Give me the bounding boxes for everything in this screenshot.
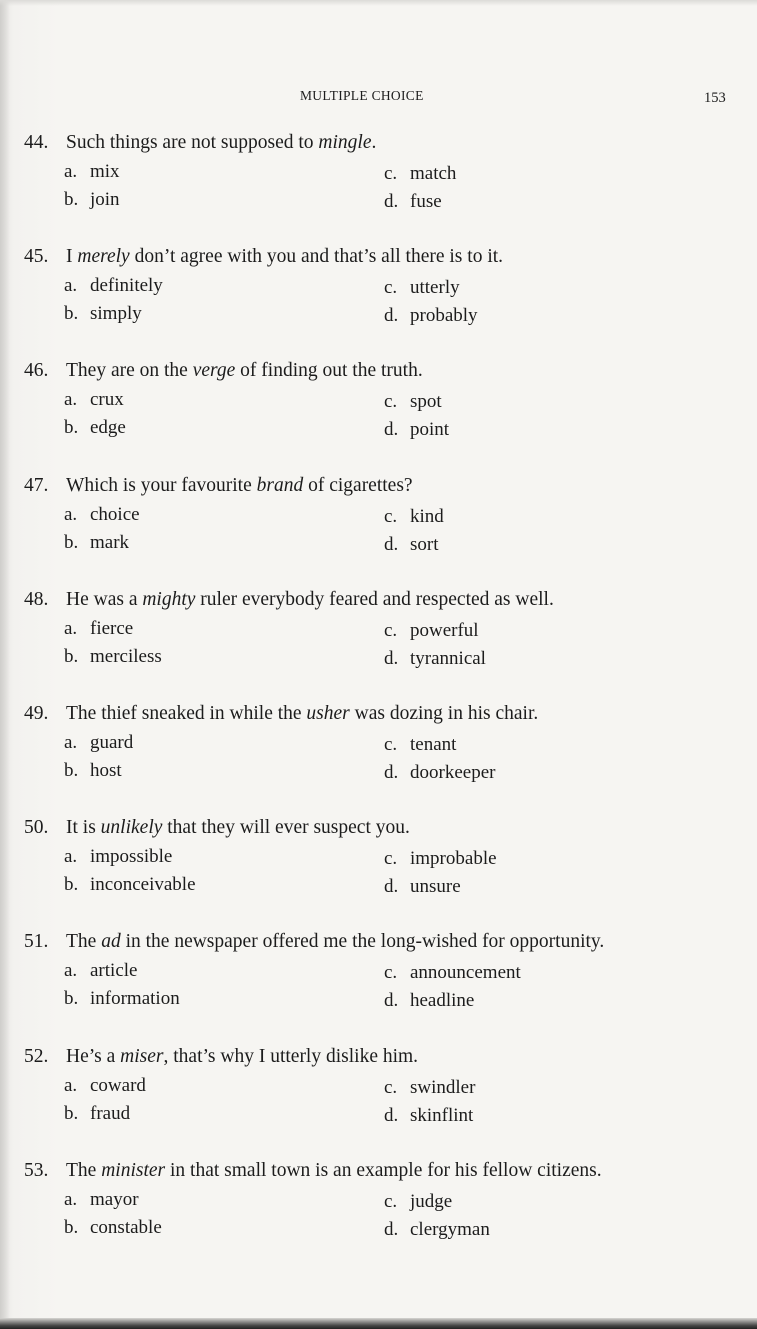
question-53 (24, 1159, 744, 1273)
option-c: c. announcement (384, 962, 521, 984)
option-text: host (90, 759, 122, 781)
option-text: coward (90, 1074, 146, 1096)
option-text: powerful (410, 619, 479, 641)
target-word: mighty (142, 588, 196, 610)
question-52 (24, 1045, 744, 1159)
question-stem (24, 245, 503, 269)
stem-text-after: ruler everybody feared and respected as well. (195, 588, 554, 610)
question-number: 47. (24, 474, 49, 496)
option-text: fuse (410, 191, 442, 212)
option-text: edge (90, 417, 126, 439)
option-c: c. kind (384, 505, 444, 527)
stem-text-before: They are on the (66, 360, 193, 382)
option-text: improbable (410, 848, 497, 870)
option-text: fraud (90, 1102, 131, 1124)
page-number: 153 (704, 90, 726, 106)
option-text: definitely (90, 275, 163, 297)
option-c: c. utterly (384, 277, 460, 299)
question-stem (24, 1045, 418, 1069)
option-text: information (90, 988, 180, 1010)
option-text: unsure (410, 876, 461, 898)
option-text: constable (90, 1216, 162, 1238)
option-b: b. host (64, 759, 122, 781)
spine-shadow (0, 0, 10, 1329)
option-a: a. impossible (64, 846, 173, 868)
stem-text-after: in the newspaper offered me the long-wished for opportunity. (120, 931, 605, 953)
stem-text-after: of finding out the truth. (235, 360, 423, 382)
target-word: unlikely (100, 817, 163, 839)
option-a: a. fierce (64, 617, 134, 639)
option-text: crux (90, 389, 124, 411)
stem-text-before: Which is your favourite (66, 474, 257, 496)
option-text: choice (90, 503, 140, 525)
stem-text-after: . (371, 132, 377, 153)
option-text: article (90, 960, 138, 982)
option-b: b. fraud (64, 1102, 131, 1124)
option-text: judge (410, 1190, 453, 1212)
option-b: b. join (64, 189, 120, 210)
option-text: kind (410, 505, 444, 527)
question-stem (24, 588, 554, 612)
stem-text-before: The (66, 1159, 102, 1181)
question-stem (24, 702, 538, 726)
option-b: b. inconceivable (64, 874, 196, 896)
option-text: tyrannical (410, 647, 486, 669)
option-text: join (90, 189, 120, 210)
target-word: mingle (318, 132, 372, 153)
option-text: guard (90, 731, 134, 753)
question-stem (24, 359, 423, 383)
option-d: d. unsure (384, 876, 461, 898)
option-text: fierce (90, 617, 134, 639)
running-head: MULTIPLE CHOICE (300, 88, 424, 103)
target-word: verge (192, 360, 236, 382)
option-c: c. spot (384, 391, 442, 413)
target-word: brand (256, 474, 304, 496)
option-a: a. choice (64, 503, 140, 525)
target-word: usher (306, 702, 350, 724)
option-text: simply (90, 303, 142, 325)
option-b: b. mark (64, 531, 130, 553)
question-51 (24, 930, 744, 1044)
stem-text-before: I (66, 246, 78, 268)
option-d: d. clergyman (384, 1218, 490, 1240)
option-d: d. point (384, 419, 450, 441)
question-46 (24, 359, 744, 473)
stem-text-after: that they will ever suspect you. (162, 817, 410, 839)
question-50 (24, 816, 744, 930)
question-number: 52. (24, 1045, 49, 1067)
stem-text-before: Such things are not supposed to (66, 132, 319, 153)
option-text: announcement (410, 962, 521, 984)
target-word: merely (77, 246, 130, 268)
target-word: miser (120, 1045, 164, 1067)
option-d: d. fuse (384, 191, 442, 212)
question-list (24, 131, 744, 1273)
option-text: mayor (90, 1188, 139, 1210)
stem-text-before: It is (66, 817, 101, 839)
stem-text-after: in that small town is an example for his fellow citizens. (165, 1159, 602, 1181)
option-text: merciless (90, 645, 162, 667)
option-text: probably (410, 305, 478, 327)
stem-text-before: The (66, 931, 102, 953)
option-text: sort (410, 533, 439, 555)
target-word: minister (101, 1159, 166, 1181)
option-text: impossible (90, 846, 173, 868)
option-a: a. crux (64, 389, 124, 411)
option-d: d. skinflint (384, 1104, 474, 1126)
option-text: mark (90, 531, 130, 553)
option-text: skinflint (410, 1104, 474, 1126)
stem-text-before: The thief sneaked in while the (66, 702, 307, 724)
question-number: 51. (24, 931, 49, 953)
option-d: d. headline (384, 990, 475, 1012)
option-a: a. coward (64, 1074, 146, 1096)
page-header (0, 88, 757, 110)
question-number: 48. (24, 588, 49, 610)
stem-text-after: was dozing in his chair. (349, 702, 539, 724)
question-49 (24, 702, 744, 816)
option-text: match (410, 163, 457, 184)
question-number: 45. (24, 246, 49, 268)
question-stem (24, 131, 376, 155)
question-number: 46. (24, 360, 49, 382)
option-text: tenant (410, 733, 457, 755)
option-text: spot (410, 391, 442, 413)
option-c: c. powerful (384, 619, 479, 641)
option-d: d. doorkeeper (384, 761, 496, 783)
option-b: b. simply (64, 303, 142, 325)
page-bottom-edge (0, 1318, 757, 1329)
question-stem (24, 816, 410, 840)
option-d: d. probably (384, 305, 478, 327)
option-b: b. edge (64, 417, 126, 439)
option-text: clergyman (410, 1218, 490, 1240)
target-word: ad (101, 931, 121, 953)
question-stem (24, 1159, 602, 1183)
option-a: a. guard (64, 731, 134, 753)
option-text: swindler (410, 1076, 476, 1098)
option-c: c. match (384, 163, 457, 184)
option-b: b. merciless (64, 645, 162, 667)
option-a: a. definitely (64, 275, 163, 297)
option-d: d. tyrannical (384, 647, 486, 669)
option-text: headline (410, 990, 475, 1012)
question-stem (24, 474, 413, 498)
option-text: inconceivable (90, 874, 196, 896)
option-c: c. judge (384, 1190, 453, 1212)
option-c: c. tenant (384, 733, 457, 755)
stem-text-after: of cigarettes? (303, 474, 413, 496)
question-number: 50. (24, 817, 49, 839)
stem-text-after: don’t agree with you and that’s all there is to it. (129, 246, 504, 268)
option-b: b. information (64, 988, 180, 1010)
question-48 (24, 588, 744, 702)
stem-text-before: He was a (66, 588, 143, 610)
option-c: c. improbable (384, 848, 497, 870)
option-d: d. sort (384, 533, 439, 555)
question-47 (24, 474, 744, 588)
option-a: a. article (64, 960, 138, 982)
option-text: mix (90, 161, 120, 182)
option-text: utterly (410, 277, 460, 299)
stem-text-before: He’s a (66, 1045, 121, 1067)
page-top-edge (0, 0, 757, 6)
question-45 (24, 245, 744, 359)
option-text: point (410, 419, 450, 441)
question-number: 44. (24, 132, 49, 153)
option-c: c. swindler (384, 1076, 476, 1098)
stem-text-after: , that’s why I utterly dislike him. (163, 1045, 419, 1067)
option-a: a. mix (64, 161, 120, 182)
question-44 (24, 131, 744, 245)
question-stem (24, 930, 604, 954)
question-number: 49. (24, 702, 49, 724)
option-a: a. mayor (64, 1188, 139, 1210)
option-text: doorkeeper (410, 761, 496, 783)
option-b: b. constable (64, 1216, 162, 1238)
question-number: 53. (24, 1159, 49, 1181)
